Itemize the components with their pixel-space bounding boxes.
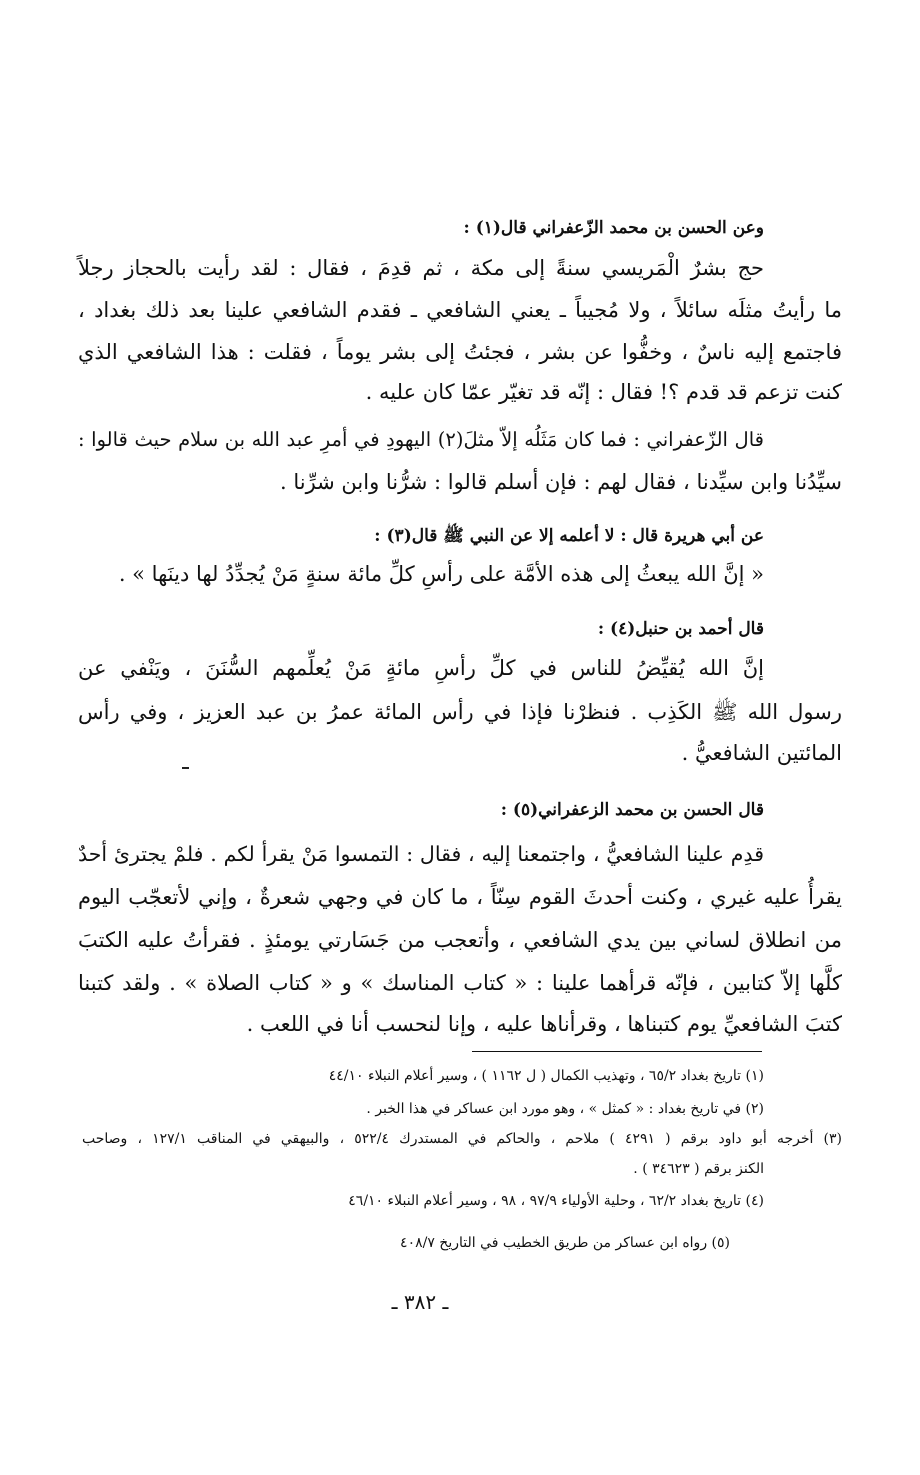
- text-line: كنت تزعم قد قدم ؟! فقال : إنّه قد تغيّر عمّا كان عليه .: [365, 380, 842, 404]
- footnote: (١) تاريخ بغداد ٦٥/٢ ، وتهذيب الكمال ( ل ١١٦٢ ) ، وسير أعلام النبلاء ٤٤/١٠: [328, 1068, 764, 1084]
- page-number: ـ ٣٨٢ ـ: [391, 1290, 449, 1314]
- text-line: المائتين الشافعيُّ .: [681, 741, 842, 765]
- stray-mark: [182, 767, 189, 769]
- text-line: قال الزّعفراني : فما كان مَثَلُه إلاّ مثلَ(٢) اليهودِ في أمرِ عبد الله بن سلام حيث قالوا :: [78, 428, 764, 451]
- text-line: رسول الله ﷺ الكَذِب . فنظرْنا فإذا في رأس المائة عمرُ بن عبد العزيز ، وفي رأس: [78, 700, 842, 724]
- text-line: ما رأيتُ مثلَه سائلاً ، ولا مُجيباً ـ يعني الشافعي ـ فقدم الشافعي علينا بعد ذلك بغداد ،: [78, 298, 842, 322]
- footnote: (٢) في تاريخ بغداد : « كمثل » ، وهو مورد ابن عساكر في هذا الخبر .: [366, 1101, 764, 1117]
- hadith-line: « إنَّ الله يبعثُ إلى هذه الأمَّة على رأسِ كلِّ مائة سنةٍ مَنْ يُجدِّدُ لها دينَها » .: [118, 562, 764, 586]
- text-line: إنَّ الله يُقيِّضُ للناس في كلِّ رأسِ مائةٍ مَنْ يُعلِّمهم السُّنَنَ ، ويَنْفي عن: [78, 656, 764, 680]
- section-heading: عن أبي هريرة قال : لا أعلمه إلا عن النبي ﷺ قال(٣) :: [374, 526, 764, 546]
- section-heading: وعن الحسن بن محمد الزّعفراني قال(١) :: [463, 218, 764, 238]
- text-line: سيِّدُنا وابن سيِّدنا ، فقال لهم : فإن أسلم قالوا : شرُّنا وابن شرِّنا .: [279, 470, 842, 494]
- text-line: حج بشرٌ الْمَريسي سنةً إلى مكة ، ثم قدِمَ ، فقال : لقد رأيت بالحجاز رجلاً: [78, 256, 764, 280]
- text-line: فاجتمع إليه ناسٌ ، وخفُّوا عن بشر ، فجئتُ إلى بشر يوماً ، فقلت : هذا الشافعي الذي: [78, 340, 842, 364]
- text-line: كتبَ الشافعيِّ يوم كتبناها ، وقرأناها عليه ، وإنا لنحسب أنا في اللعب .: [246, 1012, 842, 1036]
- text-line: من انطلاق لساني بين يدي الشافعي ، وأتعجب من جَسَارتي يومئذٍ . فقرأتُ عليه الكتبَ: [78, 928, 842, 952]
- footnote: (٣) أخرجه أبو داود برقم ( ٤٢٩١ ) ملاحم ، والحاكم في المستدرك ٥٢٢/٤ ، والبيهقي في المناقب ١٢٧/١ ، وصاحب: [82, 1131, 842, 1147]
- section-heading: قال أحمد بن حنبل(٤) :: [597, 619, 764, 639]
- text-line: يقرأُ عليه غيري ، وكنت أحدثَ القوم سِنّاً ، ما كان في وجهي شعرةٌ ، وإني لأتعجّب اليوم: [78, 885, 842, 909]
- text-line: كلَّها إلاّ كتابين ، فإنّه قرأهما علينا : « كتاب المناسك » و « كتاب الصلاة » . ولقد كتبنا: [78, 971, 842, 995]
- section-heading: قال الحسن بن محمد الزعفراني(٥) :: [500, 800, 764, 820]
- footnote: (٤) تاريخ بغداد ٦٢/٢ ، وحلية الأولياء ٩٧/٩ ، ٩٨ ، وسير أعلام النبلاء ٤٦/١٠: [348, 1193, 764, 1209]
- footnote-divider: [472, 1051, 762, 1052]
- text-line: قدِم علينا الشافعيُّ ، واجتمعنا إليه ، فقال : التمسوا مَنْ يقرأ لكم . فلمْ يجترئ أحدٌ: [78, 842, 764, 866]
- footnote: الكنز برقم ( ٣٤٦٢٣ ) .: [633, 1161, 764, 1177]
- footnote: (٥) رواه ابن عساكر من طريق الخطيب في التاريخ ٤٠٨/٧: [400, 1235, 730, 1251]
